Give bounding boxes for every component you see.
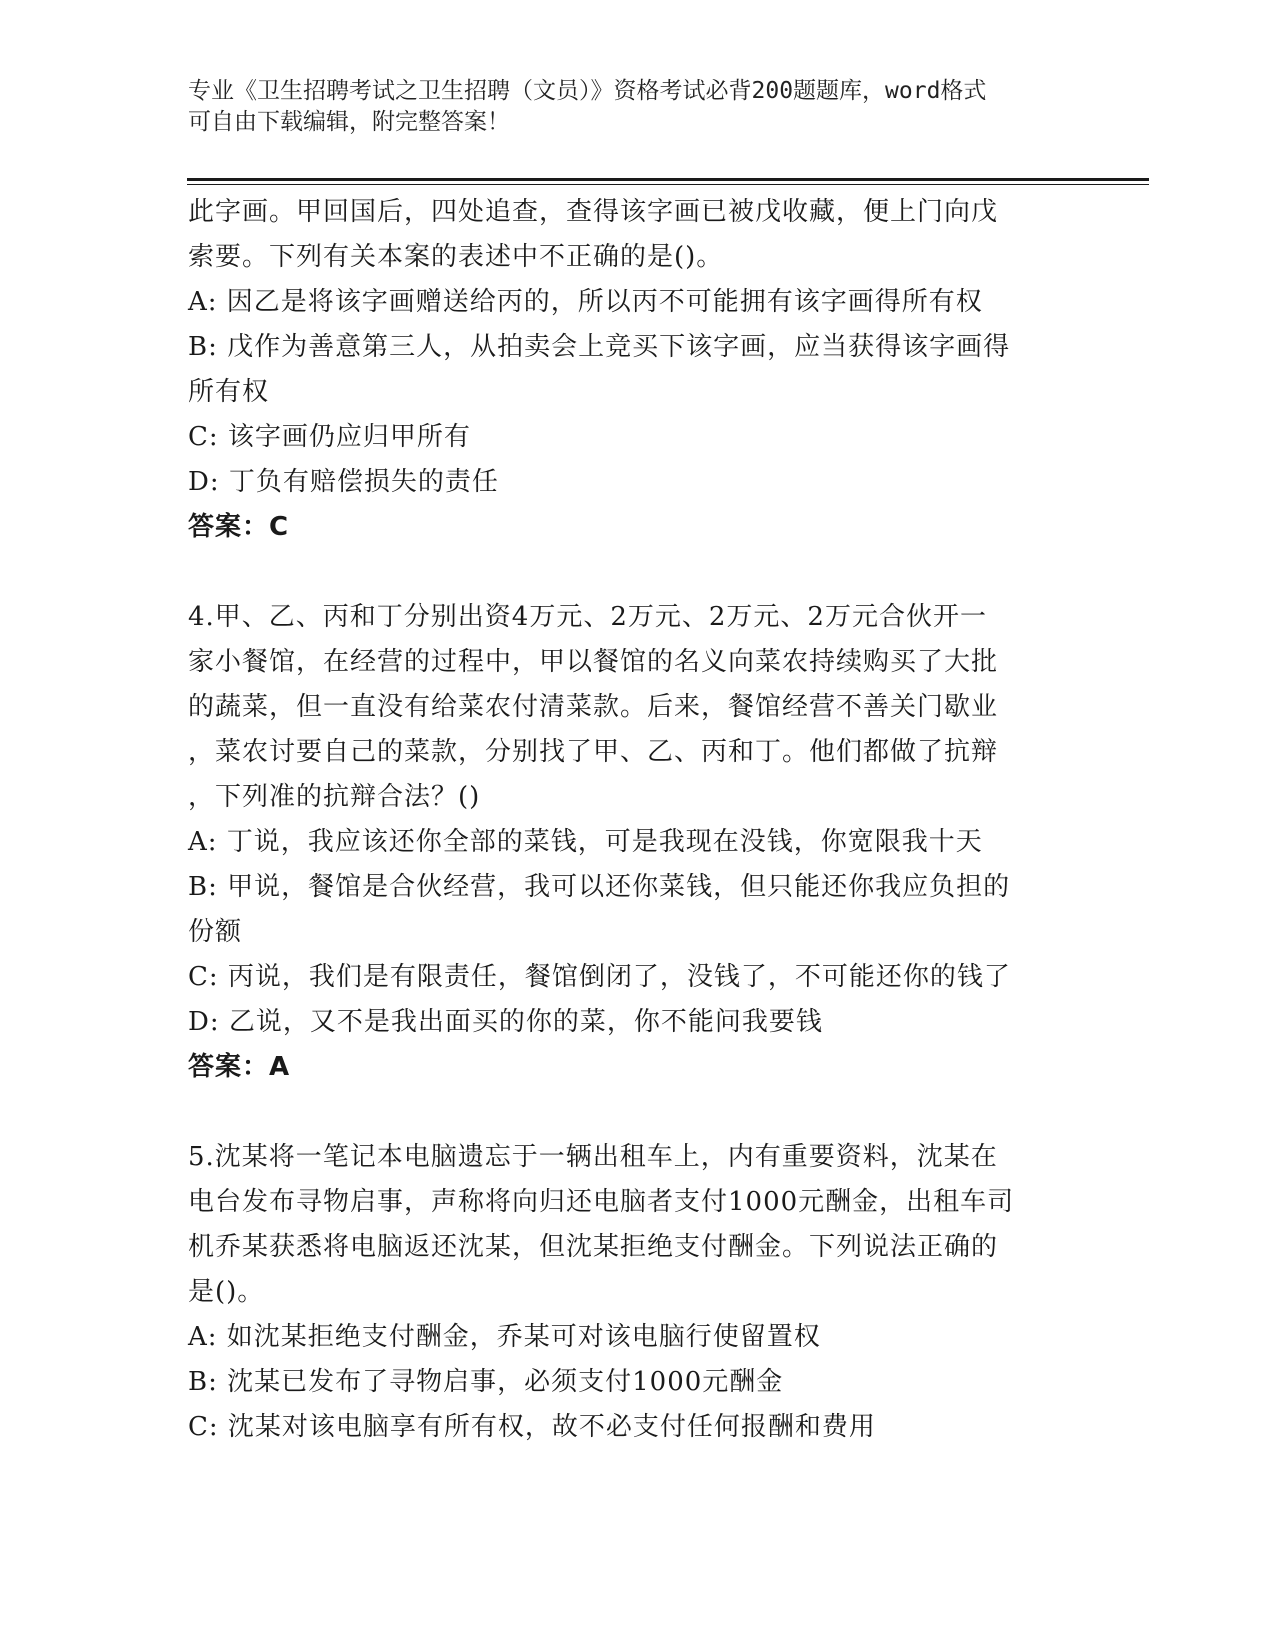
question-5: [188, 1135, 1088, 1450]
question-stem-line: 此字画。甲回国后，四处追查，查得该字画已被戊收藏，便上门向戊: [188, 197, 999, 227]
header-rule-thin: [187, 184, 1149, 185]
header-rule-thick: [187, 178, 1149, 181]
option-c: C: 该字画仍应归甲所有: [188, 422, 471, 452]
option-d: D: 乙说，又不是我出面买的你的菜，你不能问我要钱: [188, 1007, 823, 1037]
question-3: [188, 190, 1088, 550]
question-stem-line: 索要。下列有关本案的表述中不正确的是()。: [188, 242, 724, 272]
question-stem-line: ，菜农讨要自己的菜款，分别找了甲、乙、丙和丁。他们都做了抗辩: [188, 737, 999, 767]
question-stem-line: 4.甲、乙、丙和丁分别出资4万元、2万元、2万元、2万元合伙开一: [188, 602, 987, 632]
question-stem-line: ，下列准的抗辩合法？(): [188, 782, 481, 812]
document-header: [188, 76, 1068, 138]
header-line-2: 可自由下载编辑，附完整答案！: [188, 109, 510, 135]
option-b: B: 沈某已发布了寻物启事，必须支付1000元酬金: [188, 1367, 784, 1397]
question-stem-line: 电台发布寻物启事，声称将向归还电脑者支付1000元酬金，出租车司: [188, 1187, 1015, 1217]
question-stem-line: 家小餐馆，在经营的过程中，甲以餐馆的名义向菜农持续购买了大批: [188, 647, 999, 677]
option-b: B: 甲说，餐馆是合伙经营，我可以还你菜钱，但只能还你我应负担的: [188, 872, 1011, 902]
header-line-1: 专业《卫生招聘考试之卫生招聘（文员）》资格考试必背200题题库，word格式: [188, 78, 987, 104]
option-b: B: 戊作为善意第三人，从拍卖会上竞买下该字画，应当获得该字画得: [188, 332, 1011, 362]
option-d: D: 丁负有赔偿损失的责任: [188, 467, 499, 497]
answer-label: 答案：A: [188, 1052, 291, 1082]
question-stem-line: 5.沈某将一笔记本电脑遗忘于一辆出租车上，内有重要资料，沈某在: [188, 1142, 998, 1172]
option-a: A: 如沈某拒绝支付酬金，乔某可对该电脑行使留置权: [188, 1322, 821, 1352]
document-body: [188, 190, 1088, 1450]
option-c: C: 沈某对该电脑享有所有权，故不必支付任何报酬和费用: [188, 1412, 876, 1442]
answer-label: 答案：C: [188, 512, 290, 542]
option-b-continued: 份额: [188, 917, 243, 947]
option-c: C: 丙说，我们是有限责任，餐馆倒闭了，没钱了，不可能还你的钱了: [188, 962, 1011, 992]
question-stem-line: 是()。: [188, 1277, 265, 1307]
question-stem-line: 的蔬菜，但一直没有给菜农付清菜款。后来，餐馆经营不善关门歇业: [188, 692, 999, 722]
option-a: A: 因乙是将该字画赠送给丙的，所以丙不可能拥有该字画得所有权: [188, 287, 983, 317]
question-stem-line: 机乔某获悉将电脑返还沈某，但沈某拒绝支付酬金。下列说法正确的: [188, 1232, 999, 1262]
question-4: [188, 595, 1088, 1090]
option-b-continued: 所有权: [188, 377, 270, 407]
option-a: A: 丁说，我应该还你全部的菜钱，可是我现在没钱，你宽限我十天: [188, 827, 983, 857]
